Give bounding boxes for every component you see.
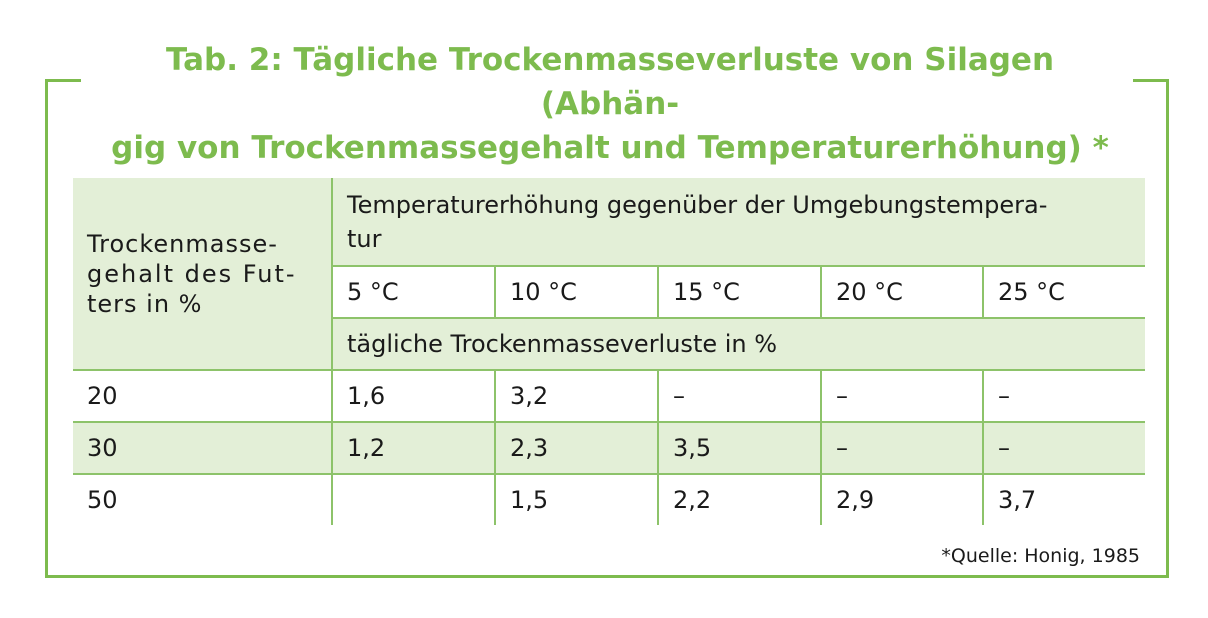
table-cell: – — [658, 370, 821, 422]
table-cell: – — [983, 422, 1145, 474]
table-title — [95, 38, 1125, 170]
row-label: 50 — [73, 474, 332, 525]
row-header-line-2: gehalt des Fut- — [87, 259, 297, 288]
table-cell: – — [983, 370, 1145, 422]
table-row — [73, 474, 1145, 525]
table-cell: 3,7 — [983, 474, 1145, 525]
row-header-line-1: Trockenmasse- — [87, 229, 278, 258]
group-header-cell — [332, 178, 1145, 266]
temp-header-10: 10 °C — [495, 266, 658, 318]
frame-top-left-segment — [45, 79, 81, 82]
row-header-cell — [73, 178, 332, 370]
table-cell: – — [821, 422, 983, 474]
table-cell: 2,2 — [658, 474, 821, 525]
table-cell: – — [821, 370, 983, 422]
frame-top-right-segment — [1133, 79, 1169, 82]
row-header-line-3: ters in % — [87, 289, 203, 318]
unit-header-cell: tägliche Trockenmasseverluste in % — [332, 318, 1145, 370]
temp-header-5: 5 °C — [332, 266, 495, 318]
title-line-2: gig von Trockenmassegehalt und Temperaturerhöhung) * — [111, 130, 1109, 166]
table-row — [73, 370, 1145, 422]
group-header-line-2: tur — [347, 224, 382, 253]
temp-header-20: 20 °C — [821, 266, 983, 318]
table-cell: 1,6 — [332, 370, 495, 422]
title-line-1: Tab. 2: Tägliche Trockenmasseverluste von Silagen (Abhän- — [165, 42, 1055, 122]
data-table — [73, 178, 1145, 525]
source-note: *Quelle: Honig, 1985 — [941, 545, 1140, 567]
table-cell: 1,5 — [495, 474, 658, 525]
table-cell: 3,5 — [658, 422, 821, 474]
group-header-line-1: Temperaturerhöhung gegenüber der Umgebungstempera- — [347, 190, 1048, 219]
temp-header-15: 15 °C — [658, 266, 821, 318]
row-label: 20 — [73, 370, 332, 422]
table-cell: 2,9 — [821, 474, 983, 525]
temp-header-25: 25 °C — [983, 266, 1145, 318]
table-cell: 1,2 — [332, 422, 495, 474]
table-cell: 3,2 — [495, 370, 658, 422]
table-cell — [332, 474, 495, 525]
table-cell: 2,3 — [495, 422, 658, 474]
table-row — [73, 422, 1145, 474]
row-label: 30 — [73, 422, 332, 474]
